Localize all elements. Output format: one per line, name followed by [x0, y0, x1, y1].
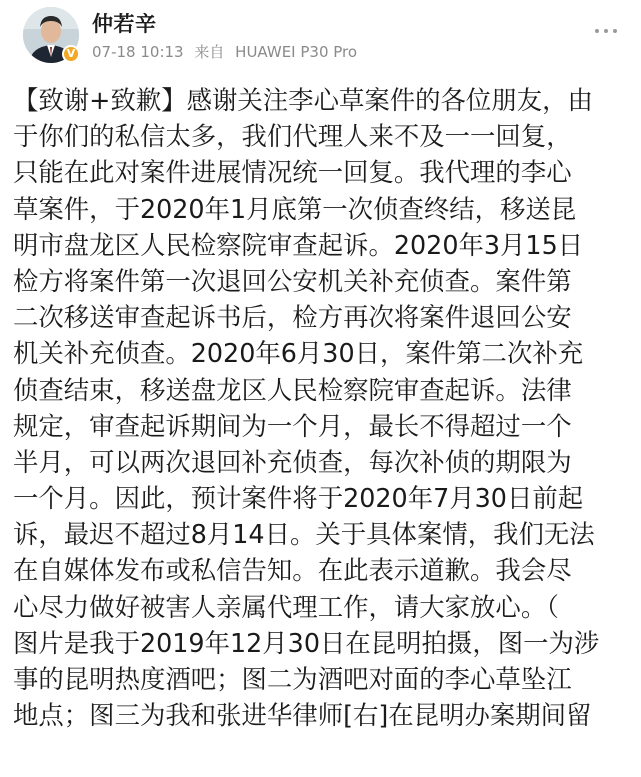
post-text-line: 事的昆明热度酒吧；图二为酒吧对面的李心草坠江: [13, 664, 572, 694]
post-text-line: 一个月。因此，预计案件将于2020年7月30日前起: [13, 483, 584, 514]
post-meta: [92, 41, 363, 62]
post-header: [0, 0, 641, 76]
post-text: [13, 82, 635, 733]
post-text-line: 二次移送审查起诉书后，检方再次将案件退回公安: [13, 302, 572, 333]
post-text-line: 规定，审查起诉期间为一个月，最长不得超过一个: [13, 410, 572, 441]
post-text-line: 诉，最迟不超过8月14日。关于具体案情，我们无法: [13, 519, 595, 550]
author-name[interactable]: 仲若辛: [92, 12, 157, 36]
post-text-line: 半月，可以两次退回补充侦查，每次补侦的期限为: [13, 446, 572, 477]
verified-badge-icon: V: [62, 45, 80, 63]
dot: [595, 29, 599, 33]
post-text-line: 【致谢+致歉】感谢关注李心草案件的各位朋友，由: [13, 85, 593, 115]
more-dots-icon[interactable]: [595, 26, 617, 36]
dot: [604, 29, 608, 33]
post-text-line: 明市盘龙区人民检察院审查起诉。2020年3月15日: [13, 229, 584, 260]
post-time: 07-18 10:13: [92, 43, 184, 61]
dot: [613, 29, 617, 33]
post-body: [13, 82, 635, 777]
post-text-line: 图片是我于2019年12月30日在昆明拍摄，图一为涉: [13, 627, 600, 658]
post-text-line: 地点；图三为我和张进华律师[右]在昆明办案期间留: [13, 700, 592, 731]
post-text-line: 心尽力做好被害人亲属代理工作，请大家放心。（: [13, 591, 559, 622]
post-text-line: 于你们的私信太多，我们代理人来不及一一回复，: [13, 121, 572, 152]
source-device: HUAWEI P30 Pro: [235, 43, 358, 61]
post-text-line: 只能在此对案件进展情况统一回复。我代理的李心: [13, 157, 572, 188]
post-text-line: 检方将案件第一次退回公安机关补充侦查。案件第: [13, 265, 572, 296]
post-text-line: 草案件，于2020年1月底第一次侦查终结，移送昆: [13, 193, 577, 224]
source-prefix: 来自: [194, 43, 225, 61]
post-text-line: 在自媒体发布或私信告知。在此表示道歉。我会尽: [13, 555, 572, 586]
post-text-line: 机关补充侦查。2020年6月30日，案件第二次补充: [13, 338, 584, 369]
post-text-line: 侦查结束，移送盘龙区人民检察院审查起诉。法律: [13, 374, 572, 405]
